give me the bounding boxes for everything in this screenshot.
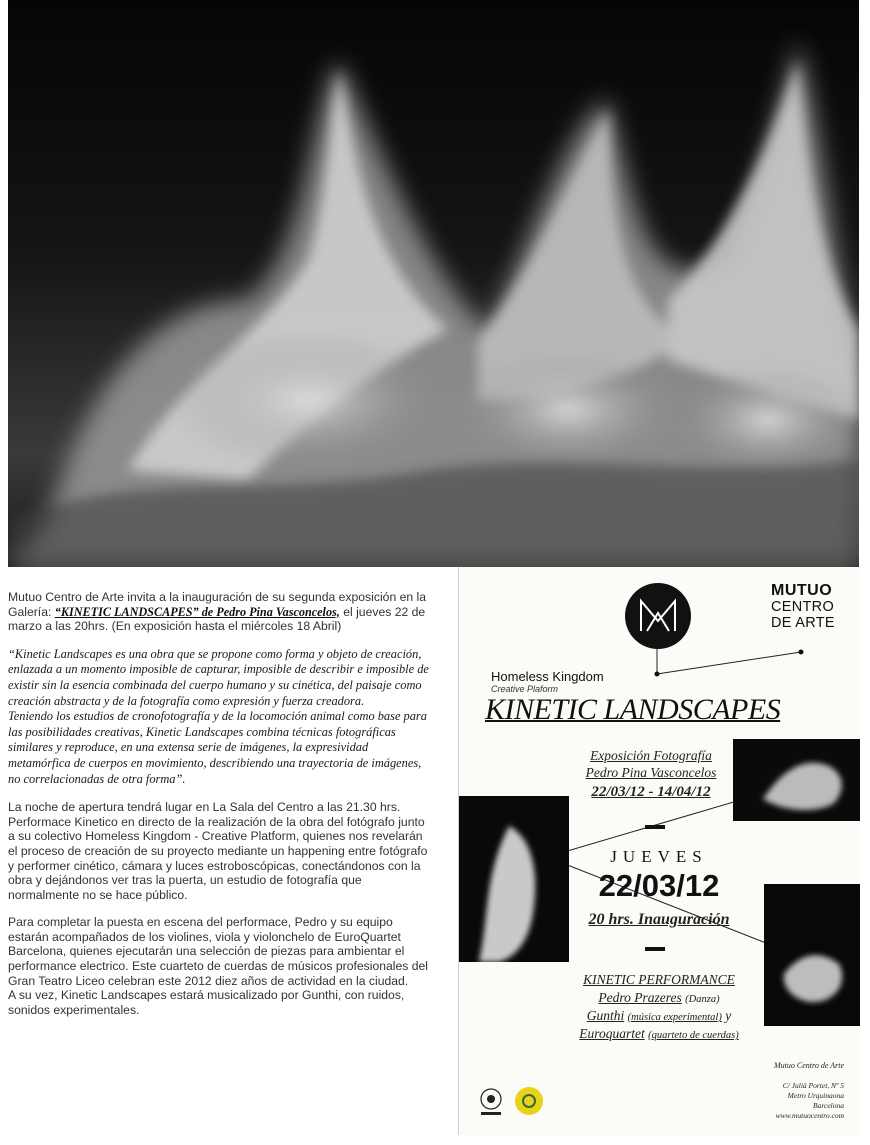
performer-line-3 [539, 1026, 779, 1042]
address-website: www.mutuocentro.com [775, 1111, 844, 1120]
expo-label: Exposición Fotografía [590, 748, 712, 763]
thumbnail-photo-2 [459, 796, 569, 962]
performance-heading: KINETIC PERFORMANCE [583, 972, 735, 987]
mutuo-logo-icon [625, 583, 691, 649]
homeless-kingdom-label: Homeless Kingdom [491, 669, 604, 684]
poster-title: KINETIC LANDSCAPES [485, 693, 781, 726]
hero-photo [8, 0, 859, 567]
thumbnail-photo-3 [764, 884, 860, 1026]
opening-time: 20 hrs. Inauguración [588, 911, 730, 928]
address-block [774, 1061, 844, 1121]
address-line-3: Barcelona [813, 1101, 844, 1110]
paragraph-music: A su vez, Kinetic Landscapes estará musicalizado por Gunthi, con ruidos, sonidos experimentales. [8, 988, 405, 1017]
paragraph-quote [8, 647, 432, 787]
performer-role-1: (Danza) [685, 994, 720, 1005]
performer-role-2: (música experimental) [627, 1012, 722, 1023]
poster-panel [458, 567, 860, 1135]
divider-dash-2 [645, 947, 665, 951]
performer-name-3: Euroquartet [579, 1026, 645, 1041]
performer-line-1 [549, 990, 769, 1006]
brand-line-3: DE ARTE [771, 615, 835, 631]
mutuo-brand [771, 583, 835, 631]
divider-dash [645, 825, 665, 829]
address-line-2: Metro Urquinaona [787, 1091, 844, 1100]
performer-name-1: Pedro Prazeres [598, 990, 682, 1005]
sponsor-logos [479, 1085, 549, 1119]
performer-role-3: (quarteto de cuerdas) [648, 1030, 739, 1041]
thumbnail-photo-1 [733, 739, 860, 821]
intro-text-a: Mutuo Centro de Arte invita a la inauguración de su segunda exposición en la Galería: [8, 590, 427, 619]
performer-line-2 [539, 1008, 779, 1024]
quote-text-a: “Kinetic Landscapes es una obra que se propone como forma y objeto de creación, enlazada a un momento imposible de capturar, imposible de describir e imposible de existir sin la esencia combinada del cuerpo humano y su cinética, del paisaje como creación abstracta y de la fotografía como expresión y fuerza creadora. [8, 646, 429, 708]
performer-name-2: Gunthi [586, 1008, 625, 1023]
exhibition-title-link: “KINETIC LANDSCAPES” de Pedro Pina Vasconcelos, [54, 604, 340, 619]
address-title: Mutuo Centro de Arte [774, 1061, 844, 1070]
brand-line-2: CENTRO [771, 599, 835, 615]
brand-line-1: MUTUO [771, 582, 833, 599]
creative-platform-label: Creative Plaform [491, 684, 559, 694]
address-line-1: C/ Julià Portet, Nº 5 [782, 1081, 844, 1090]
intro-text-b: el jueves 22 de marzo a las 20hrs. (En exposición hasta el miércoles 18 Abril) [8, 604, 426, 634]
paragraph-intro [8, 590, 432, 634]
invitation-text [8, 590, 432, 1030]
exhibition-dates: 22/03/12 - 14/04/12 [591, 784, 711, 800]
artist-name: Pedro Pina Vasconcelos [585, 765, 717, 780]
weekday-label: JUEVES [610, 847, 708, 866]
performer-conjunction: y [725, 1008, 732, 1023]
opening-date: 22/03/12 [598, 868, 720, 903]
paragraph-opening: La noche de apertura tendrá lugar en La Sala del Centro a las 21.30 hrs. Performace Kinetico en directo de la realización de la obra del fotógrafo junto a su colectivo Homeless Kingdom - Creative Platform, quienes nos revelarán el proceso de creación de su proyecto mediante un happening entre fotógrafo y performer cinético, cámara y luces estroboscópicas, conectándonos con la obra y dejándonos ver tras la puerta, un estudio de fotografía que normalmente no se hace público. [8, 800, 428, 902]
quote-text-b: Teniendo los estudios de cronofotografía y de la locomoción animal como base para las posibilidades creativas, Kinetic Landscapes combina técnicas fotográficas similares y reproduce, en una extensa serie de imágenes, la expresividad metamórfica de cuerpos en movimiento, describiendo una trayectoria de imágenes, no correlacionadas de otra forma”. [8, 709, 427, 786]
paragraph-quartet: Para completar la puesta en escena del performace, Pedro y su equipo estarán acompañados de los violines, viola y violonchelo de EuroQuartet Barcelona, quienes ejecutarán una selección de piezas para ambientar el performance electrico. Este cuarteto de cuerdas de músicos profesionales del Gran Teatro Liceo celebran este 2012 diez años de actividad en la ciudad. [8, 915, 429, 988]
